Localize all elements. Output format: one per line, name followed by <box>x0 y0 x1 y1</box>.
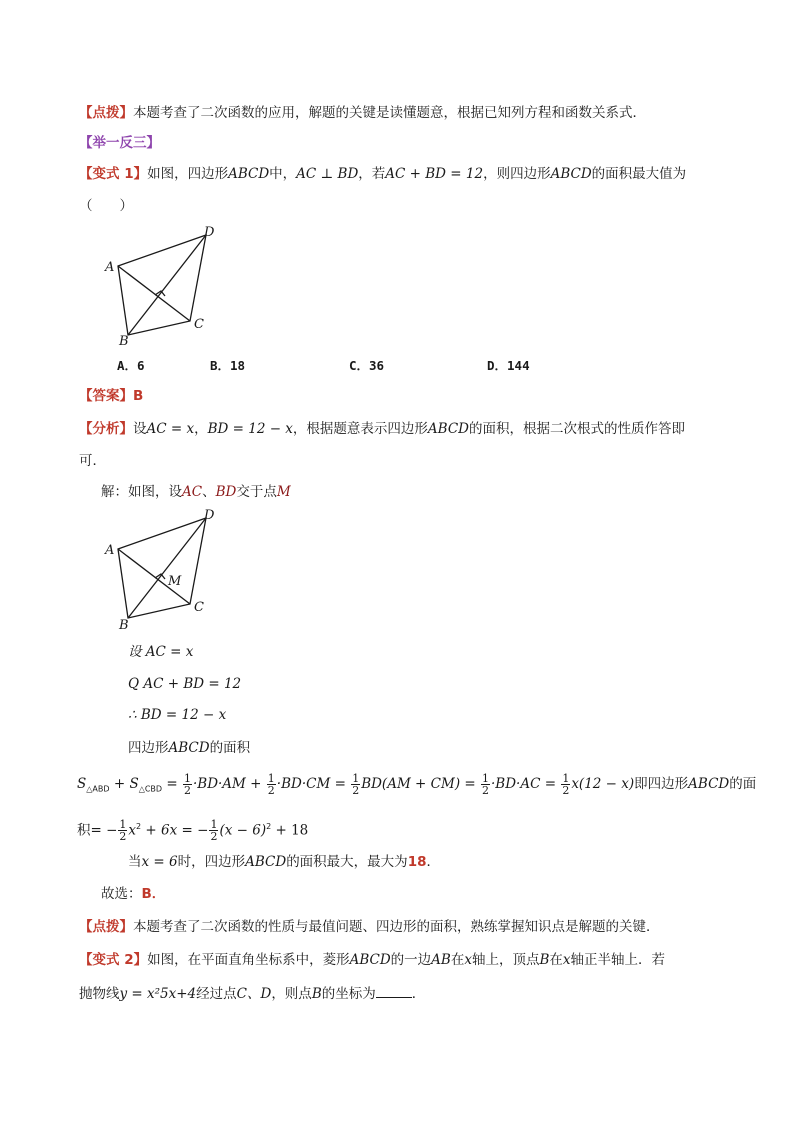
math: C、D <box>236 986 272 1002</box>
math: = <box>460 776 480 792</box>
text: ，则点 <box>271 986 312 1002</box>
step-1: 设 AC = x <box>128 644 194 660</box>
math: S <box>129 776 139 792</box>
tip-text: 本题考查了二次函数的性质与最值问题、四边形的面积，熟练掌握知识点是解题的关键． <box>133 919 660 935</box>
variant1-paren <box>79 196 133 216</box>
tip-text: 本题考查了二次函数的应用，解题的关键是读懂题意，根据已知列方程和函数关系式． <box>133 105 646 121</box>
math: = <box>330 776 351 792</box>
text: 四边形 <box>128 740 169 756</box>
math: ·BD·AM <box>192 776 246 792</box>
fraction-half <box>267 773 276 796</box>
text: 在 <box>549 952 563 968</box>
superscript: 2 <box>136 822 142 831</box>
math: ·BD·CM <box>276 776 331 792</box>
math: + <box>245 776 266 792</box>
math: ABCD <box>688 776 730 792</box>
analysis-tag: 【分析】 <box>79 421 133 437</box>
text: 在 <box>450 952 465 968</box>
text: 的面积，根据二次根式的性质作答即 <box>469 421 685 437</box>
denominator: 2 <box>267 783 275 797</box>
label-a: A <box>105 260 115 275</box>
text: ． <box>411 986 426 1002</box>
solution-intro <box>101 482 291 502</box>
math: + 18 <box>271 822 309 839</box>
math: x(12 − x) <box>571 776 635 792</box>
answer-line <box>79 386 143 406</box>
math: + <box>109 776 130 792</box>
option-c: C．36 <box>349 358 385 373</box>
denominator: 2 <box>352 783 360 797</box>
denominator: 2 <box>562 783 570 797</box>
math: BD(AM + CM) <box>361 776 461 792</box>
variant2-question-2 <box>79 984 425 1004</box>
text: 交于点 <box>236 484 277 500</box>
quadrilateral-figure-2 <box>100 505 230 635</box>
variant2-question <box>79 950 665 970</box>
max-value: 18 <box>407 854 427 870</box>
math: ABCD <box>349 952 391 968</box>
area-formula-2 <box>77 814 308 844</box>
math: x = 6 <box>141 854 178 870</box>
choose-value: B． <box>141 886 166 902</box>
numerator: 1 <box>183 771 191 785</box>
math: x <box>562 952 571 968</box>
math: ABCD <box>427 421 469 437</box>
label-b: B <box>119 618 129 633</box>
option-a: A．6 <box>117 358 145 373</box>
fraction-half <box>209 819 218 842</box>
math: = <box>162 776 182 792</box>
text: 如图，四边形 <box>147 166 229 182</box>
answer-value: B <box>133 388 144 404</box>
quad-outline <box>118 235 206 335</box>
text: 解：如图，设 <box>101 484 182 500</box>
text: ． <box>426 854 440 870</box>
tip-line-2 <box>79 917 660 937</box>
text: 可． <box>79 453 106 469</box>
numerator: 1 <box>482 771 489 785</box>
variant1-tag: 【变式 1】 <box>79 166 148 182</box>
text: 经过点 <box>196 986 237 1002</box>
text: ，根据题意表示四边形 <box>292 421 428 437</box>
label-c: C <box>194 600 204 615</box>
fraction-half <box>481 773 490 796</box>
denominator: 2 <box>183 783 191 797</box>
section-heading <box>79 133 160 153</box>
analysis-line-2 <box>79 451 106 471</box>
math: AC <box>182 484 203 500</box>
section-title: 【举一反三】 <box>79 135 160 151</box>
area-formula <box>77 771 756 803</box>
quadrilateral-figure-1 <box>100 222 230 350</box>
label-b: B <box>119 334 129 349</box>
text: 的坐标为 <box>321 986 376 1002</box>
numerator: 1 <box>210 818 218 831</box>
math: ·BD·AC <box>491 776 541 792</box>
step-2: Q AC + BD = 12 <box>128 676 242 692</box>
numerator: 1 <box>352 771 360 785</box>
math: AB <box>431 952 451 968</box>
numerator: 1 <box>119 818 127 831</box>
math: S <box>77 776 87 792</box>
fraction-half <box>118 819 127 842</box>
math: AC ⊥ BD <box>296 166 359 182</box>
fraction-half <box>183 773 192 796</box>
math: BD <box>215 484 237 500</box>
option-b: B．18 <box>210 358 246 373</box>
fraction-half <box>561 773 570 796</box>
label-d: D <box>204 508 215 523</box>
text: 的面 <box>729 776 757 792</box>
text: 的一边 <box>390 952 432 968</box>
denominator: 2 <box>210 830 218 843</box>
step-3: ∴ BD = 12 − x <box>128 707 227 723</box>
tip-tag: 【点拨】 <box>79 105 133 121</box>
math: AC = x <box>146 421 195 437</box>
math: M <box>276 484 291 500</box>
math: + 6x = − <box>141 822 209 839</box>
math: ABCD <box>168 740 210 756</box>
answer-tag: 【答案】 <box>79 388 133 404</box>
text: 设 <box>133 421 147 437</box>
math: y = x²5x+4 <box>119 986 197 1002</box>
variant2-tag: 【变式 2】 <box>79 952 148 968</box>
math: = − <box>90 822 118 839</box>
label-c: C <box>194 317 204 332</box>
denominator: 2 <box>482 783 489 797</box>
text: 轴正半轴上．若 <box>570 952 666 968</box>
math: x <box>464 952 472 968</box>
text: 如图，在平面直角坐标系中，菱形 <box>147 952 350 968</box>
choose-line <box>101 884 165 904</box>
diagonal-ac <box>118 266 190 321</box>
text: 即四边形 <box>634 776 689 792</box>
text: ， <box>194 421 208 437</box>
math: ABCD <box>228 166 270 182</box>
text: ，则四边形 <box>483 166 551 182</box>
label-m: M <box>168 574 182 589</box>
subscript: △ABD <box>86 784 110 794</box>
superscript: 2 <box>266 822 272 831</box>
math: AC + BD = 12 <box>385 166 484 182</box>
fraction-half <box>351 773 360 796</box>
label-d: D <box>204 225 215 240</box>
label-a: A <box>105 543 115 558</box>
math: (x − 6) <box>219 822 267 839</box>
math: x <box>128 822 137 839</box>
math: ABCD <box>550 166 592 182</box>
text: 的面积最大，最大为 <box>286 854 408 870</box>
text: 的面积最大值为 <box>591 166 687 182</box>
text: 、 <box>202 484 216 500</box>
answer-blank[interactable] <box>376 985 412 998</box>
math: = <box>540 776 561 792</box>
text: 积 <box>77 822 91 839</box>
max-line <box>128 852 440 872</box>
text: 时，四边形 <box>177 854 246 870</box>
numerator: 1 <box>267 771 275 785</box>
answer-paren: （ ） <box>79 198 133 214</box>
text: 的面积 <box>209 740 251 756</box>
text: 当 <box>128 854 142 870</box>
math: B <box>311 986 322 1002</box>
step-4 <box>128 738 250 758</box>
variant1-question <box>79 164 686 184</box>
math: BD = 12 − x <box>207 421 293 437</box>
text: ，若 <box>358 166 386 182</box>
option-d: D．144 <box>487 358 530 373</box>
analysis-line-1 <box>79 419 685 439</box>
math: ABCD <box>245 854 287 870</box>
quad-outline <box>118 518 206 618</box>
numerator: 1 <box>562 771 570 785</box>
tip-tag: 【点拨】 <box>79 919 133 935</box>
subscript: △CBD <box>138 784 163 794</box>
math: B <box>539 952 550 968</box>
denominator: 2 <box>119 830 127 843</box>
text: 中， <box>269 166 297 182</box>
tip-line-1 <box>79 103 646 123</box>
text: 抛物线 <box>79 986 120 1002</box>
text: 故选： <box>101 886 142 902</box>
text: 轴上，顶点 <box>471 952 540 968</box>
